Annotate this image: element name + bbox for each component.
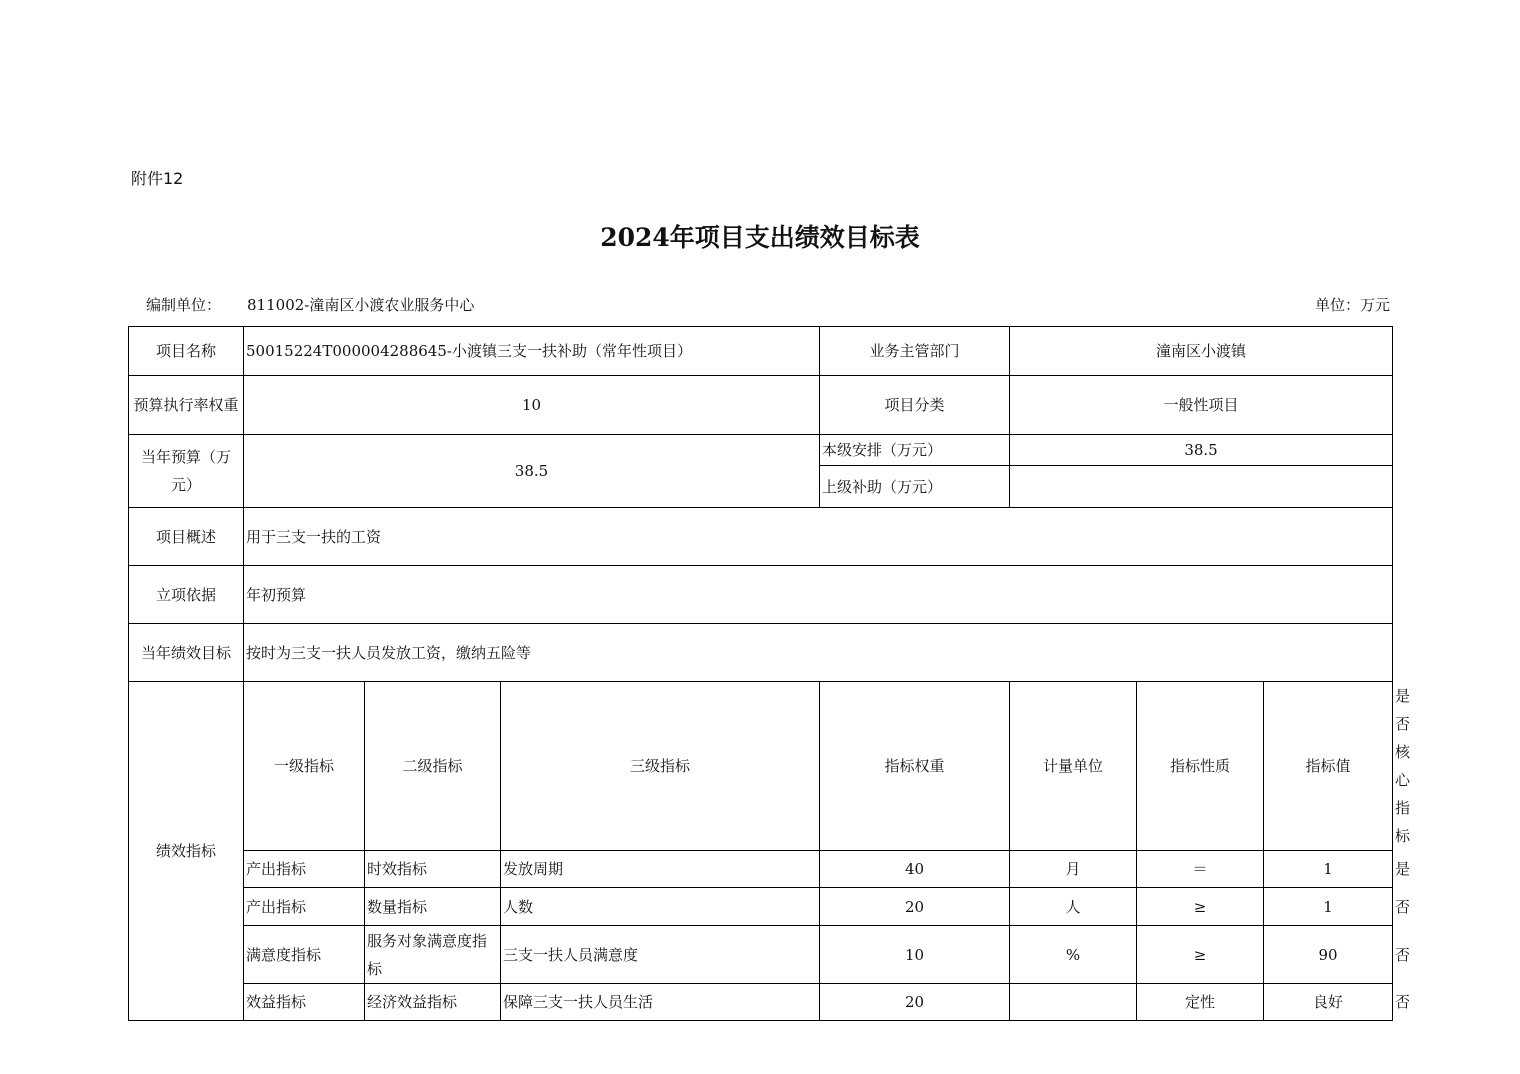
overview-value: 用于三支一扶的工资 bbox=[244, 508, 1393, 566]
nature-cell: ≥ bbox=[1137, 888, 1264, 926]
level3-cell: 发放周期 bbox=[501, 851, 820, 888]
local-arrangement-label: 本级安排（万元） bbox=[820, 435, 1010, 466]
performance-table: 项目名称 50015224T000004288645-小渡镇三支一扶补助（常年性项目） 业务主管部门 潼南区小渡镇 预算执行率权重 10 项目分类 一般性项目 当年预算（万元） 38.5 本级安排（万元） 38.5 上级补助（万元） 项目概述 用于三支一扶的工资 立项依据 年初预算 当年绩效目标 按时为三支一扶人员发放工资，缴纳五险等 绩效指标 一级指标 二级指标 三级指标 指标权重 计量单位 指标性质 指标值 是否核心指标 产出指标 时效指标 发放周期 40 月 ＝ 1 是 产出指标 数量指标 人数 20 人 ≥ 1 否 满意度指标 服务对象满意度指标 三支一扶人员满意度 10 % ≥ 90 否 效益指标 经济效益指标 保障三支一扶人员生活 20 定性 良好 否 bbox=[128, 326, 1393, 1021]
level2-cell: 数量指标 bbox=[365, 888, 501, 926]
compiling-unit-name: 811002-潼南区小渡农业服务中心 bbox=[247, 296, 475, 314]
header-level2: 二级指标 bbox=[365, 682, 501, 851]
budget-rate-value: 10 bbox=[244, 376, 820, 435]
budget-rate-label: 预算执行率权重 bbox=[129, 376, 244, 435]
header-nature: 指标性质 bbox=[1137, 682, 1264, 851]
table-row: 效益指标 经济效益指标 保障三支一扶人员生活 20 定性 良好 否 bbox=[129, 984, 1393, 1021]
page-title: 2024年项目支出绩效目标表 bbox=[600, 223, 920, 252]
category-value: 一般性项目 bbox=[1010, 376, 1393, 435]
goal-value: 按时为三支一扶人员发放工资，缴纳五险等 bbox=[244, 624, 1393, 682]
table-row: 满意度指标 服务对象满意度指标 三支一扶人员满意度 10 % ≥ 90 否 bbox=[129, 926, 1393, 984]
header-level1: 一级指标 bbox=[244, 682, 365, 851]
value-cell: 90 bbox=[1264, 926, 1393, 984]
weight-cell: 10 bbox=[820, 926, 1010, 984]
value-cell: 1 bbox=[1264, 851, 1393, 888]
upper-subsidy-label: 上级补助（万元） bbox=[820, 466, 1010, 508]
level2-cell: 经济效益指标 bbox=[365, 984, 501, 1021]
nature-cell: ≥ bbox=[1137, 926, 1264, 984]
header-value: 指标值 bbox=[1264, 682, 1393, 851]
level3-cell: 保障三支一扶人员生活 bbox=[501, 984, 820, 1021]
project-name-label: 项目名称 bbox=[129, 327, 244, 376]
weight-cell: 40 bbox=[820, 851, 1010, 888]
nature-cell: ＝ bbox=[1137, 851, 1264, 888]
level1-cell: 产出指标 bbox=[244, 851, 365, 888]
goal-label: 当年绩效目标 bbox=[129, 624, 244, 682]
category-label: 项目分类 bbox=[820, 376, 1010, 435]
unit-cell: % bbox=[1010, 926, 1137, 984]
local-arrangement-value: 38.5 bbox=[1010, 435, 1393, 466]
unit-cell: 人 bbox=[1010, 888, 1137, 926]
value-cell: 良好 bbox=[1264, 984, 1393, 1021]
basis-label: 立项依据 bbox=[129, 566, 244, 624]
dept-value: 潼南区小渡镇 bbox=[1010, 327, 1393, 376]
compiling-unit-label: 编制单位： bbox=[146, 296, 222, 314]
money-unit: 单位：万元 bbox=[1314, 296, 1390, 314]
level1-cell: 效益指标 bbox=[244, 984, 365, 1021]
unit-cell bbox=[1010, 984, 1137, 1021]
level3-cell: 三支一扶人员满意度 bbox=[501, 926, 820, 984]
project-name-value: 50015224T000004288645-小渡镇三支一扶补助（常年性项目） bbox=[244, 327, 820, 376]
dept-label: 业务主管部门 bbox=[820, 327, 1010, 376]
value-cell: 1 bbox=[1264, 888, 1393, 926]
header-level3: 三级指标 bbox=[501, 682, 820, 851]
annual-budget-value: 38.5 bbox=[244, 435, 820, 508]
level3-cell: 人数 bbox=[501, 888, 820, 926]
weight-cell: 20 bbox=[820, 984, 1010, 1021]
overview-label: 项目概述 bbox=[129, 508, 244, 566]
indicators-section-label: 绩效指标 bbox=[129, 682, 244, 1021]
compiling-unit bbox=[146, 294, 474, 315]
table-row: 产出指标 时效指标 发放周期 40 月 ＝ 1 是 bbox=[129, 851, 1393, 888]
level1-cell: 满意度指标 bbox=[244, 926, 365, 984]
attachment-label: 附件12 bbox=[131, 169, 184, 188]
weight-cell: 20 bbox=[820, 888, 1010, 926]
level1-cell: 产出指标 bbox=[244, 888, 365, 926]
header-weight: 指标权重 bbox=[820, 682, 1010, 851]
basis-value: 年初预算 bbox=[244, 566, 1393, 624]
table-row: 产出指标 数量指标 人数 20 人 ≥ 1 否 bbox=[129, 888, 1393, 926]
header-unit: 计量单位 bbox=[1010, 682, 1137, 851]
nature-cell: 定性 bbox=[1137, 984, 1264, 1021]
unit-cell: 月 bbox=[1010, 851, 1137, 888]
upper-subsidy-value bbox=[1010, 466, 1393, 508]
annual-budget-label: 当年预算（万元） bbox=[129, 435, 244, 508]
level2-cell: 时效指标 bbox=[365, 851, 501, 888]
level2-cell: 服务对象满意度指标 bbox=[365, 926, 501, 984]
